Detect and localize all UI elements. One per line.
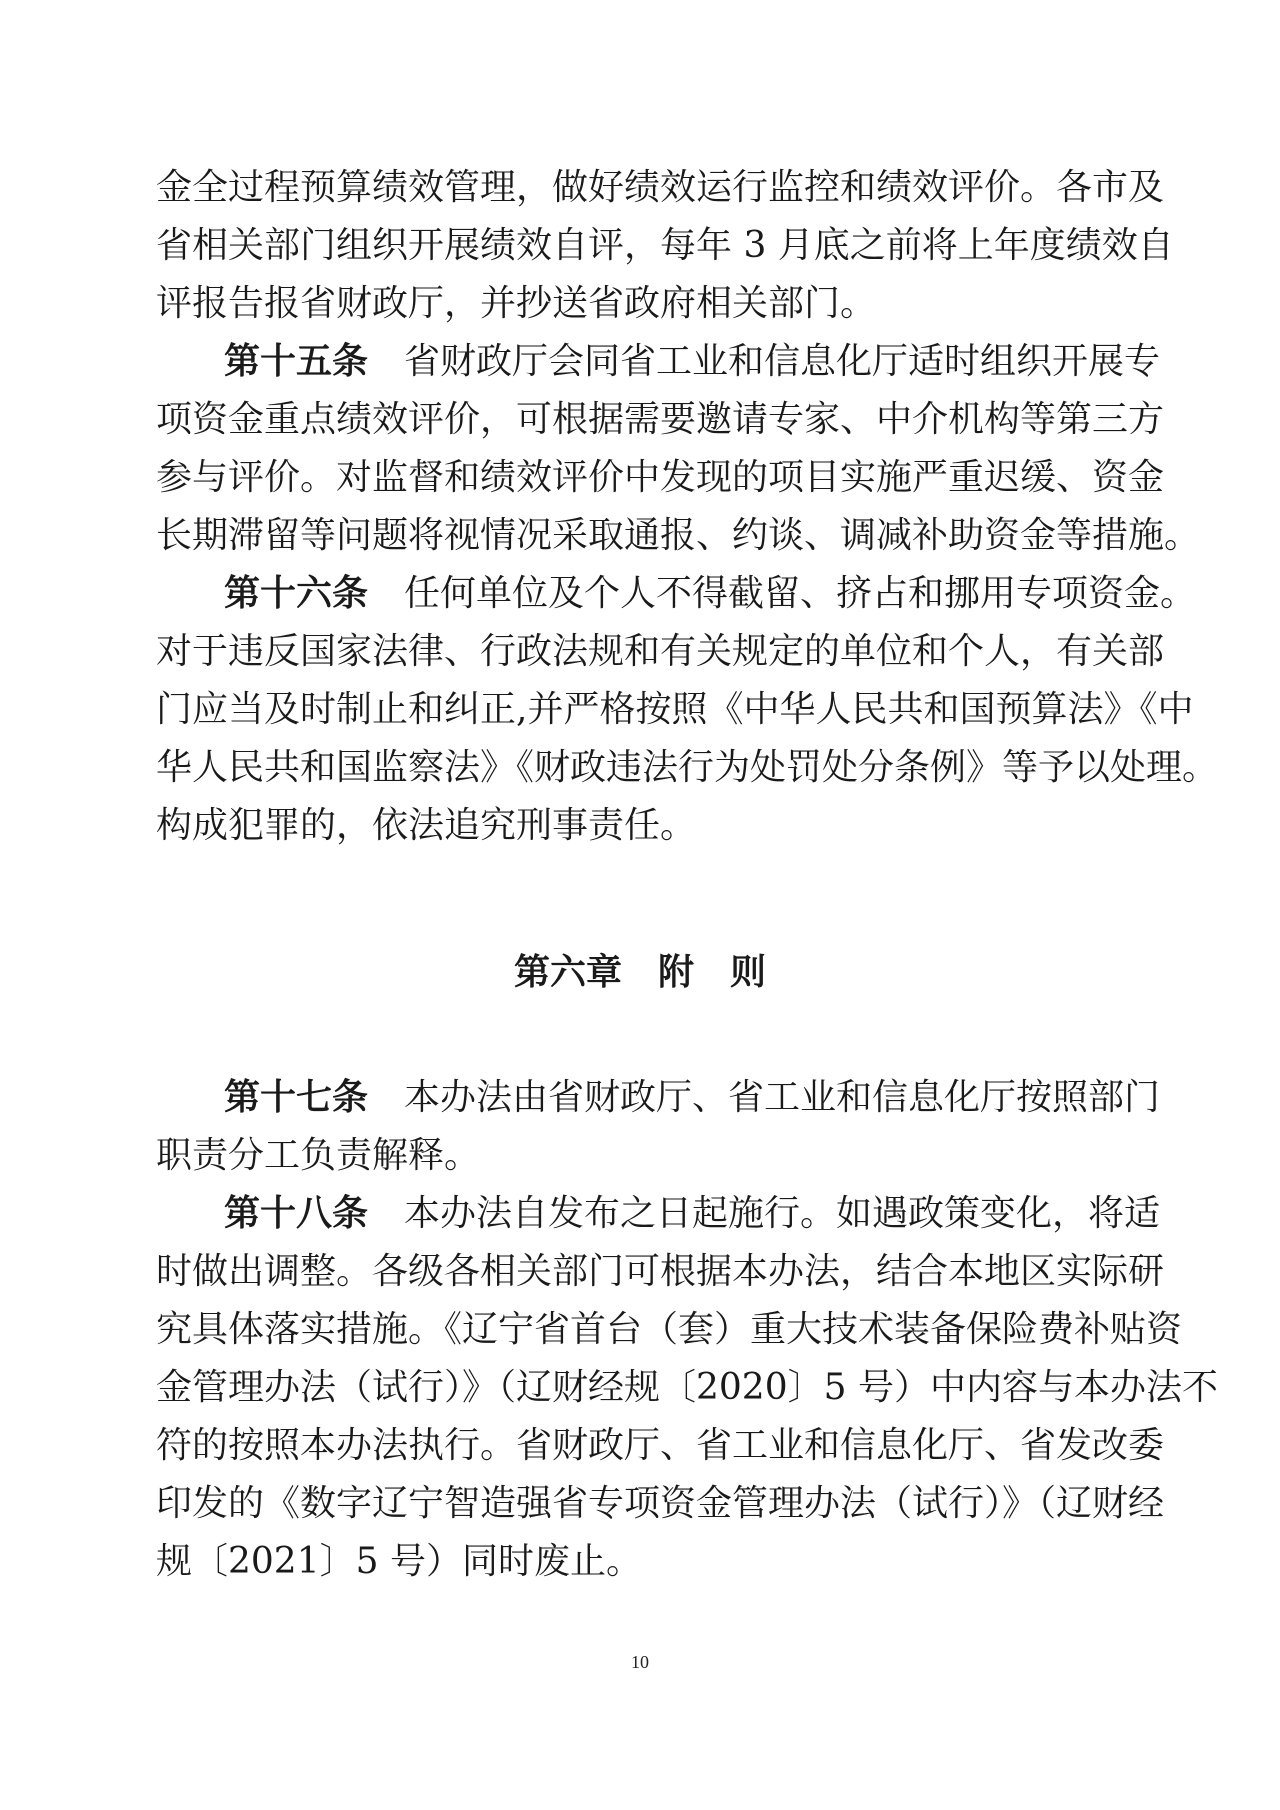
article-18-text: 本办法自发布之日起施行。如遇政策变化，将适 [404, 1193, 1161, 1234]
body-line: 印发的《数字辽宁智造强省专项资金管理办法（试行）》（辽财经 [156, 1483, 1165, 1524]
article-16-heading: 第十六条 [224, 573, 369, 614]
chapter-title: 第六章 附 则 [513, 952, 766, 993]
body-line: 华人民共和国监察法》《财政违法行为处罚处分条例》等予以处理。 [156, 747, 1219, 788]
body-line: 省相关部门组织开展绩效自评，每年 3 月底之前将上年度绩效自 [156, 225, 1174, 266]
article-15-first-line [224, 337, 1161, 387]
body-line: 规〔2021〕5 号）同时废止。 [156, 1541, 642, 1582]
article-18-heading: 第十八条 [224, 1193, 369, 1234]
page-number: 10 [631, 1652, 649, 1672]
body-line: 金全过程预算绩效管理，做好绩效运行监控和绩效评价。各市及 [156, 167, 1165, 208]
body-line: 究具体落实措施。《辽宁省首台（套）重大技术装备保险费补贴资 [156, 1309, 1183, 1350]
body-line: 对于违反国家法律、行政法规和有关规定的单位和个人，有关部 [156, 631, 1165, 672]
body-line: 评报告报省财政厅，并抄送省政府相关部门。 [156, 283, 877, 324]
article-15-text: 省财政厅会同省工业和信息化厅适时组织开展专 [404, 341, 1161, 382]
body-line: 时做出调整。各级各相关部门可根据本办法，结合本地区实际研 [156, 1251, 1165, 1292]
body-line: 符的按照本办法执行。省财政厅、省工业和信息化厅、省发改委 [156, 1425, 1165, 1466]
body-line: 金管理办法（试行）》（辽财经规〔2020〕5 号）中内容与本办法不 [156, 1367, 1218, 1408]
article-17-first-line [224, 1073, 1161, 1123]
body-line: 构成犯罪的，依法追究刑事责任。 [156, 805, 697, 846]
body-line: 门应当及时制止和纠正,并严格按照《中华人民共和国预算法》《中 [156, 689, 1194, 730]
body-line: 参与评价。对监督和绩效评价中发现的项目实施严重迟缓、资金 [156, 457, 1165, 498]
body-line: 项资金重点绩效评价，可根据需要邀请专家、中介机构等第三方 [156, 399, 1165, 440]
article-17-heading: 第十七条 [224, 1077, 369, 1118]
article-16-first-line [224, 569, 1197, 619]
article-15-heading: 第十五条 [224, 341, 369, 382]
body-line: 长期滞留等问题将视情况采取通报、约谈、调减补助资金等措施。 [156, 515, 1201, 556]
article-17-text: 本办法由省财政厅、省工业和信息化厅按照部门 [404, 1077, 1161, 1118]
body-line: 职责分工负责解释。 [156, 1135, 481, 1176]
article-16-text: 任何单位及个人不得截留、挤占和挪用专项资金。 [404, 573, 1197, 614]
article-18-first-line [224, 1189, 1161, 1239]
